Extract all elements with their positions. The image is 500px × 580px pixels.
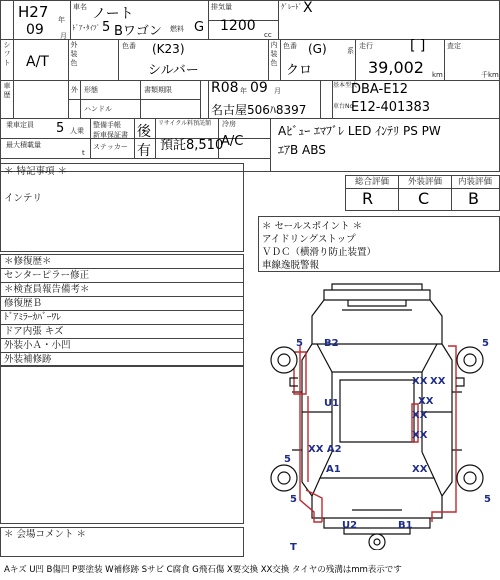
fuel: G [194,20,205,35]
ac-value: A/C [221,134,244,149]
row-line [0,296,244,297]
shift: A/T [26,54,49,70]
sticker-value: 有 [137,143,151,159]
mileage-unit: km [432,71,443,79]
inspector-report-title: ＊検査員報告備考＊ [4,284,90,295]
overall-rating: R [362,189,374,208]
hline [68,99,200,100]
inspector-report-line: 外装小Ａ・小凹 [4,340,71,351]
sales-point-line: ＶＤＣ（横滑り防止装置） [262,247,377,258]
system-label: 系 [347,47,354,55]
overall-rating-label: 総合評価 [355,177,390,187]
damage-code-legend: Aキズ U凹 B傷凹 P要塗装 W補修跡 Sサビ C腐食 G飛石傷 X要交換 XX交換 タイヤの残溝はmm表示です [4,565,402,575]
inspection-month-unit: 月 [274,87,281,95]
damage-mark: XX [412,430,428,441]
vline [68,39,69,118]
row-line [0,352,244,353]
exterior-rating-label: 外装評価 [408,177,443,187]
color-name: シルバー [148,63,199,78]
inspector-report-line: ドア内張 キズ [4,326,64,337]
max-load-label: 最大積載量 [6,141,41,149]
vline [70,0,71,39]
vline [155,118,156,158]
vline [118,39,119,80]
displacement: 1200 [220,18,256,34]
vline [13,0,14,118]
inspector-report-line: 修復歴Ｂ [4,298,43,309]
capacity: 5 [56,121,65,136]
handle-label: ハンドル [84,105,112,113]
damage-mark: B1 [398,520,413,531]
damage-mark: XX [430,376,446,387]
mileage-value: 39,002 [368,58,424,77]
damage-mark: 5 [482,338,489,349]
vline [90,118,91,158]
damage-mark: XX [418,396,434,407]
base-model-label: 基本型式 [333,82,358,89]
vline [451,175,452,211]
interior-name: クロ [286,63,313,78]
mileage-bracket: [ ] [410,38,426,54]
vehicle-history-label: 車歴 [3,82,11,99]
damage-mark: T [290,542,297,553]
recycle-value: 預託8,510 [160,138,224,153]
row-line [0,282,244,283]
displacement-unit: cc [264,31,272,39]
capacity-unit: 人乗 [70,127,84,135]
sales-point-line: アイドリングストップ [262,234,356,245]
frame-no: E12-401383 [351,100,431,115]
venue-comment-title: ＊ 会場コメント ＊ [4,529,87,540]
vehicle-damage-diagram [262,282,500,553]
displacement-label: 排気量 [211,3,232,11]
door-type-label: ﾄﾞｱ･ﾀｲﾌﾟ [72,24,100,32]
capacity-label: 乗車定員 [6,121,34,129]
row-line [0,324,244,325]
shape-label: 形態 [84,86,98,94]
manual-value: 後 [137,124,151,140]
car-outline-icon [262,282,500,550]
import-label: 外 [71,86,78,94]
special-note-line: インテリ [4,193,43,204]
vline [278,0,279,39]
damage-mark: XX [412,376,428,387]
vline [80,80,81,118]
body-type: Bワゴン [114,24,162,39]
doc-deadline-label: 書類期限 [144,86,172,94]
repair-history-line: センターピラー修正 [4,270,90,281]
damage-mark: XX A2 [308,444,342,455]
damage-mark: 5 [484,494,491,505]
damage-mark: B2 [324,338,339,349]
exterior-rating: C [418,189,430,208]
inspector-report-blank-area [0,366,244,524]
inspection-year-unit: 年 [240,87,247,95]
damage-mark: 5 [296,338,303,349]
damage-mark: U2 [342,520,358,531]
vline [355,39,356,80]
color-code-label: 色番 [122,42,136,50]
ac-label: 冷房 [222,120,236,128]
assess-label: 査定 [447,42,461,50]
hline [0,118,500,119]
mileage-label: 走行 [359,42,373,50]
sticker-label: ステッカー [93,143,128,151]
damage-mark: U1 [324,398,340,409]
fuel-label: 燃料 [170,25,184,33]
vline [134,118,135,158]
model-month: 09 [26,22,44,38]
vline [140,80,141,118]
equipment-line-1: Aﾋﾞｭｰ ｴﾏﾌﾞﾚ LED ｲﾝﾃﾘ PS PW [278,124,441,138]
special-notes-title: ＊ 特記事項 ＊ [4,166,68,177]
vline [280,39,281,80]
new-warranty-label: 新車保証書 [93,131,128,139]
door-type: 5 [102,20,111,35]
max-load-unit: t [82,149,85,157]
shift-label: シフト [3,41,11,67]
interior-rating-label: 内装評価 [458,177,493,187]
sales-points-title: ＊ セールスポイント ＊ [262,221,363,232]
interior-rating: B [468,189,479,208]
inspector-report-line: ﾄﾞｱﾐﾗｰｶﾊﾞｰﾜﾚ [4,312,62,323]
inspector-report-line: 外装補修跡 [4,354,52,365]
vline [444,39,445,80]
base-model: DBA-E12 [351,82,408,97]
exterior-color-label: 外装色 [70,41,78,67]
hline [0,158,270,159]
row-line [0,268,244,269]
vline [200,80,201,118]
manual-label: 整備手帳 [93,121,121,129]
vline [270,118,271,172]
vline [268,39,269,80]
repair-history-title: ＊修復歴＊ [4,256,52,267]
vline [208,80,209,118]
equipment-line-2: ｴｱB ABS [278,143,326,157]
assess-unit: 千km [481,71,499,79]
vline [208,0,209,39]
interior-code-label: 色番 [283,42,297,50]
model-label: 車名 [73,3,87,11]
frame-no-label: 車台No [333,103,354,110]
damage-mark: 5 [284,454,291,465]
damage-mark: 5 [290,494,297,505]
damage-mark: XX [412,464,428,475]
grade-label: ｸﾞﾚｰﾄﾞ [281,3,302,11]
month-unit: 月 [60,32,67,40]
row-line [0,310,244,311]
recycle-label: リサイクル料預託額 [158,120,212,127]
vline [320,80,321,118]
damage-mark: XX [412,410,428,421]
row-line [0,338,244,339]
inspection-era-year: R08 [211,80,239,96]
damage-mark: A1 [326,464,341,475]
model-name: ノート [92,6,134,22]
inspection-month: 09 [250,80,268,96]
interior-code: (G) [308,42,327,56]
license-plate: 名古屋506ﾊ8397 [211,103,307,117]
year-unit: 年 [58,16,65,24]
model-year: H27 [18,3,49,21]
sales-point-line: 車線逸脱警報 [262,260,320,271]
grade: X [303,0,313,16]
color-code: (K23) [152,42,185,56]
vline [398,175,399,211]
interior-color-label: 内装色 [270,41,278,67]
